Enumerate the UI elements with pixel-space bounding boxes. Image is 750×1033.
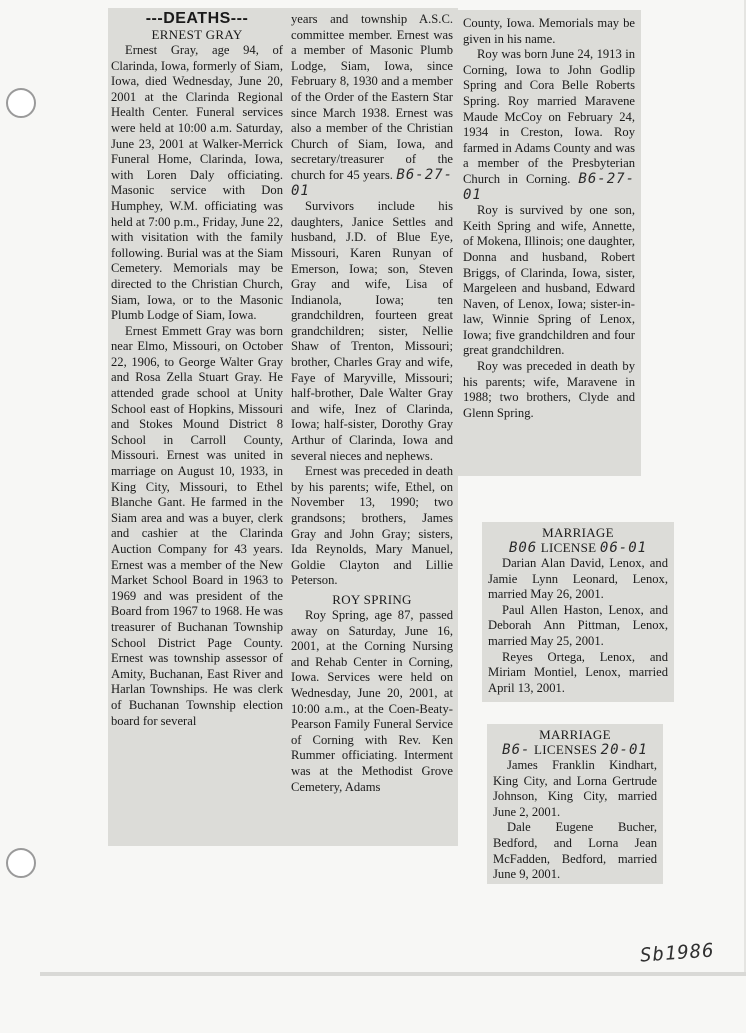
marriage-2-subheading: LICENSES	[534, 742, 598, 757]
deaths-heading: ---DEATHS---	[145, 10, 249, 27]
marriage-2-hand-date: 20-01	[600, 742, 648, 758]
roy-paragraph-3: Roy is survived by one son, Keith Spring and wife, Annette, of Mokena, Illinois; one daughter, Donna and husband, Robert Briggs, of Clarinda, Iowa, sister, Margeleen and husband, Edward Naven, of Lenox, Iowa; sister-in-law, Winnie Spring of Lenox, Iowa; five grandchildren and four great grandchildren.	[463, 203, 635, 358]
marriage-1-subheading: LICENSE	[540, 540, 597, 555]
marriage-license-clipping-1	[482, 522, 674, 702]
deaths-continuation-clipping	[458, 10, 641, 476]
roy-paragraph-2: Roy was born June 24, 1913 in Corning, Iowa to John Godlip Spring and Cora Belle Roberts Spring. Roy married Maravene Maude McCoy on February 24, 1934 in Creston, Iowa. Roy farmed in Adams County and was a member of the Presbyterian Church in Corning. B6-27-01	[463, 47, 635, 203]
marriage-2-subheading-row	[493, 742, 657, 758]
handwritten-date-note: B6-27-01	[291, 166, 453, 199]
binder-hole-top	[6, 88, 36, 118]
ernest-paragraph-2-continued: years and township A.S.C. committee member. Ernest was a member of Masonic Plumb Lodge, Siam, Iowa, since February 8, 1930 and a member of the Order of the Eastern Star since March 1938. Ernest was also a member of the Christian Church of Siam, Iowa, and secretary/treasurer of the church for 45 years. B6-27-01	[291, 12, 453, 199]
marriage-license-1-text	[488, 525, 668, 696]
marriage-1-entry: Darian Alan David, Lenox, and Jamie Lynn Leonard, Lenox, married May 26, 2001.	[488, 556, 668, 602]
deaths-clipping	[108, 8, 458, 846]
handwritten-date-note-2: B6-27-01	[463, 170, 635, 203]
handwritten-page-note: Sb1986	[639, 939, 716, 967]
marriage-1-entry: Reyes Ortega, Lenox, and Miriam Montiel, Lenox, married April 13, 2001.	[488, 649, 668, 695]
roy-paragraph-4: Roy was preceded in death by his parents; wife, Maravene in 1988; two brothers, Clyde and Glenn Spring.	[463, 359, 635, 420]
deaths-column-2	[291, 12, 453, 795]
deaths-column-1	[111, 10, 283, 729]
marriage-2-entry: James Franklin Kindhart, King City, and Lorna Gertrude Johnson, King City, married June 2, 2001.	[493, 758, 657, 819]
roy-paragraph-1-continued: County, Iowa. Memorials may be given in his name.	[463, 16, 635, 46]
marriage-1-hand-prefix: B06	[508, 540, 538, 556]
roy-paragraph-1: Roy Spring, age 87, passed away on Saturday, June 16, 2001, at the Corning Nursing and Rehab Center in Corning, Iowa. Services were held on Wednesday, June 20, 2001, at 10:00 a.m., at the Coen-Beaty-Pearson Family Funeral Service of Corning with Rev. Ken Rummer officiating. Interment was at the Methodist Grove Cemetery, Adams	[291, 607, 453, 794]
ernest-paragraph-1: Ernest Gray, age 94, of Clarinda, Iowa, formerly of Siam, Iowa, died Wednesday, June 20, 2001 at the Clarinda Regional Health Center. Funeral services were held at 10:00 a.m. Saturday, June 23, 2001 at Walker-Merrick Funeral Home, Clarinda, Iowa, with Loren Daly officiating. Masonic service with Don Humphey, W.M. officiating was held at 7:00 p.m., Friday, June 22, with visitation with the family following. Burial was at the Siam Cemetery. Memorials may be directed to the Christian Church, Siam, Iowa, or to the Masonic Plumb Lodge of Siam, Iowa.	[111, 43, 283, 323]
page-edge	[744, 0, 746, 975]
ernest-gray-heading: ERNEST GRAY	[151, 27, 243, 42]
roy-spring-heading: ROY SPRING	[332, 591, 412, 607]
page-bottom-edge	[40, 972, 746, 976]
marriage-2-entry: Dale Eugene Bucher, Bedford, and Lorna Jean McFadden, Bedford, married June 9, 2001.	[493, 820, 657, 882]
binder-hole-bottom	[6, 848, 36, 878]
deaths-column-3	[463, 16, 635, 421]
ernest-paragraph-3: Survivors include his daughters, Janice Settles and husband, J.D. of Blue Eye, Missouri, Karen Runyan of Emerson, Iowa; son, Steven Gray and wife, Lisa of Indianola, Iowa; ten grandchildren, fourteen great grandchildren; sister, Nellie Shaw of Trenton, Missouri; brother, Charles Gray and wife, Faye of Maryville, Missouri; half-brother, Dale Walter Gray and wife, Inez of Clarinda, Iowa; half-sister, Dorothy Gray Arthur of Clarinda, Iowa and several nieces and nephews.	[291, 199, 453, 463]
marriage-1-heading: MARRIAGE	[542, 525, 614, 540]
marriage-2-hand-prefix: B6-	[502, 742, 531, 758]
marriage-1-entry: Paul Allen Haston, Lenox, and Deborah Ann Pittman, Lenox, married May 25, 2001.	[488, 602, 668, 648]
marriage-1-hand-date: 06-01	[599, 540, 648, 556]
marriage-license-clipping-2	[487, 724, 663, 884]
marriage-2-heading: MARRIAGE	[539, 727, 611, 742]
ernest-paragraph-2: Ernest Emmett Gray was born near Elmo, Missouri, on October 22, 1906, to George Walter Gray and Rosa Zella Stuart Gray. He attended grade school at Unity School east of Hopkins, Missouri and Stokes Mound District 8 School in Carroll County, Missouri. Ernest was united in marriage on August 10, 1933, in King City, Missouri, to Ethel Blanche Gant. He farmed in the Siam area and was a buyer, clerk and cashier at the Clarinda Auction Company for 43 years. Ernest was a member of the New Market School Board in 1963 to 1969 and was president of the Board from 1967 to 1968. He was treasurer of Buchanan Township School District Page County. Ernest was township assessor of Amity, Buchanan, East River and Harlan Townships. He was clerk of Buchanan Township election board for several	[111, 323, 283, 728]
marriage-1-subheading-row	[488, 540, 668, 556]
ernest-paragraph-4: Ernest was preceded in death by his parents; wife, Ethel, on November 13, 1990; two grandsons; brothers, James Gray and John Gray; sisters, Ida Reynolds, Mary Manuel, Goldie Clayton and Lillie Peterson.	[291, 464, 453, 588]
marriage-license-2-text	[493, 727, 657, 883]
